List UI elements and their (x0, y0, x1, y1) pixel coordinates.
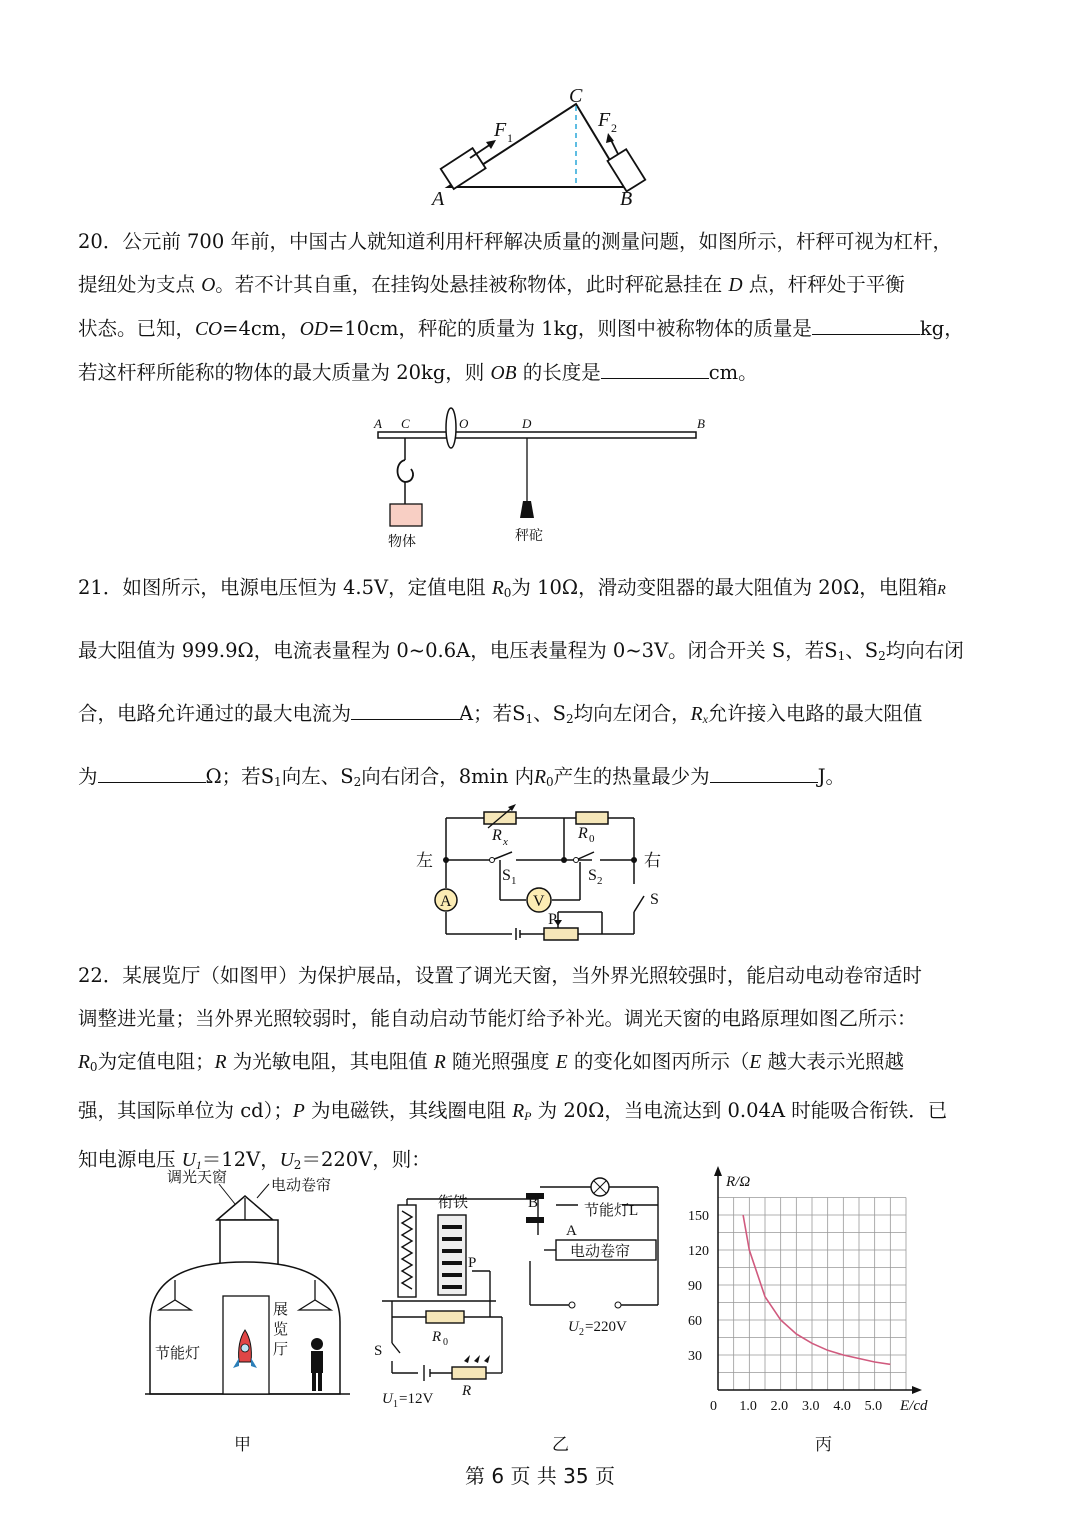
svg-text:R: R (492, 827, 502, 844)
label-D: D (522, 416, 532, 431)
x-tick-label: 0 (710, 1399, 717, 1414)
skylight-label: 调光天窗 (167, 1170, 228, 1186)
q20-text: 。若不计其自重，在挂钩处悬挂被称物体，此时秤砣悬挂在 (215, 273, 729, 296)
answer-blank[interactable] (601, 360, 709, 379)
svg-text:R: R (432, 1329, 442, 1345)
switch-S: S (374, 1343, 383, 1359)
q21-text: 、 (533, 702, 553, 725)
q22-var: P (292, 1101, 305, 1122)
y-axis-label: R/Ω (726, 1174, 751, 1190)
q22-text: 为 20Ω，当电流达到 0.04A 时能吸合衔铁．已 (531, 1099, 948, 1122)
svg-text:2: 2 (597, 875, 603, 887)
answer-blank[interactable] (812, 316, 920, 335)
q20-line-1 (78, 220, 1008, 263)
question-20 (78, 220, 1008, 395)
exhibition-hall-figure (145, 1162, 370, 1424)
svg-text:U: U (382, 1391, 393, 1407)
q20-text: =10cm，秤砣的质量为 1kg，则图中被称物体的质量是 (327, 317, 812, 340)
q21-line-3: 合，电路允许通过的最大电流为 A；若$S_1$、$S_2$均向左闭合，$R_x$允许接入电路的最大阻值 (78, 702, 923, 726)
q22-line-5: 知电源电压 $U_1=12V$，$U_2=220V$，则： (78, 1148, 431, 1172)
q21-text: 向右闭合，8min 内 (361, 765, 535, 788)
steelyard-figure (368, 402, 718, 552)
q20-var: CO (195, 319, 223, 340)
q22-text: 为光敏电阻，其电阻值 (226, 1050, 434, 1073)
voltmeter-label: V (533, 893, 545, 910)
q21-text: 均向右闭 (885, 639, 964, 662)
q21-number: 21． (78, 576, 123, 599)
q21-text: 为 (78, 765, 98, 788)
q21-text: 产生的热量最少为 (553, 765, 710, 788)
x-tick-label: 3.0 (802, 1399, 820, 1414)
svg-text:S: S (588, 867, 597, 884)
q20-text: 的长度是 (516, 361, 601, 384)
svg-text:R: R (578, 825, 588, 842)
q21-text: 允许接入电路的最大阻值 (707, 702, 923, 725)
q20-var: OD (299, 319, 328, 340)
circuit-figure (412, 800, 672, 948)
curtain-box-label: 电动卷帘 (570, 1244, 631, 1260)
label-B: B (620, 188, 633, 210)
q20-text: =4cm， (222, 317, 300, 340)
svg-text:0: 0 (443, 1337, 448, 1348)
q22-line-4: 强，其国际单位为 cd）；P 为电磁铁，其线圈电阻 $R_P$ 为 20Ω，当电流达到 0.04A 时能吸合衔铁．已 (78, 1099, 948, 1123)
caption-bing: 丙 (815, 1435, 832, 1455)
q22-text: ＝220V，则： (301, 1148, 431, 1171)
contact-B: B (528, 1195, 539, 1211)
q22-text: ＝12V， (201, 1148, 280, 1171)
q21-line-4: 为 Ω；若$S_1$向左、$S_2$向右闭合，8min 内$R_0$产生的热量最少为 J。 (78, 765, 846, 789)
svg-text:S: S (502, 867, 511, 884)
q21-var: R (937, 583, 946, 598)
incline-figure (430, 80, 660, 215)
x-tick-label: 4.0 (833, 1399, 851, 1414)
q20-var: OB (490, 363, 517, 384)
q21-text: Ω；若 (205, 765, 261, 788)
q20-text: 公元前 700 年前，中国古人就知道利用杆秤解决质量的测量问题，如图所示，杆秤可视为杠杆， (122, 230, 952, 253)
q22-line-3: $R_0$为定值电阻；R 为光敏电阻，其电阻值 R 随光照强度 E 的变化如图丙所示（E 越大表示光照越 (78, 1050, 904, 1074)
lamp-label: 节能灯 (155, 1346, 201, 1362)
label-C: C (569, 85, 583, 107)
q22-line-2 (78, 997, 1008, 1040)
q21-text: 、 (845, 639, 865, 662)
answer-blank[interactable] (98, 764, 206, 783)
q22-var: E (555, 1052, 568, 1073)
label-F2: F (598, 109, 611, 131)
q20-line-2 (78, 263, 1008, 307)
q21-text: 合，电路允许通过的最大电流为 (78, 702, 352, 725)
page-footer: 第 6 页 共 35 页 (465, 1464, 615, 1488)
u2-value: =220V (585, 1319, 627, 1335)
answer-blank[interactable] (710, 764, 818, 783)
question-22 (78, 954, 1008, 1187)
svg-text:x: x (503, 836, 508, 848)
q22-var: R (214, 1052, 227, 1073)
q22-var: E (749, 1052, 762, 1073)
weight-label: 秤砣 (515, 529, 543, 544)
q20-text: 状态。已知， (78, 317, 196, 340)
q20-text: 提纽处为支点 (78, 273, 202, 296)
q22-text: 某展览厅（如图甲）为保护展品，设置了调光天窗，当外界光照较强时，能启动电动卷帘适时 (122, 964, 922, 987)
q20-text: 点，杆秤处于平衡 (742, 273, 905, 296)
object-label: 物体 (388, 535, 416, 550)
q21-text: J。 (817, 765, 846, 788)
y-tick-label: 120 (688, 1244, 709, 1259)
q21-text: 为 10Ω，滑动变阻器的最大阻值为 20Ω，电阻箱 (511, 576, 938, 599)
q21-text: 最大阻值为 999.9Ω，电流表量程为 0~0.6A，电压表量程为 0~3V。闭合开关 S，若 (78, 639, 825, 662)
q22-text: 调整进光量；当外界光照较弱时，能自动启动节能灯给予补光。调光天窗的电路原理如图乙所示： (78, 1007, 917, 1030)
magnet-P: P (468, 1255, 477, 1271)
answer-blank[interactable] (351, 701, 459, 720)
caption-jia: 甲 (234, 1435, 251, 1455)
x-tick-label: 1.0 (739, 1399, 757, 1414)
q21-line-1: 21．如图所示，电源电压恒为 4.5V，定值电阻 $R_0$为 10Ω，滑动变阻器的最大阻值为 20Ω，电阻箱R (78, 576, 946, 600)
curtain-label: 电动卷帘 (271, 1178, 332, 1194)
svg-text:0: 0 (589, 833, 595, 845)
label-C: C (401, 416, 410, 431)
q22-text: 的变化如图丙所示（ (567, 1050, 750, 1073)
contact-A: A (566, 1223, 577, 1239)
label-A: A (374, 416, 382, 431)
q20-line-3 (78, 307, 1008, 351)
q22-text: 为定值电阻； (97, 1050, 215, 1073)
y-tick-label: 30 (688, 1349, 702, 1364)
q20-number: 20． (78, 230, 123, 253)
q20-text: 若这杆秤所能称的物体的最大质量为 20kg，则 (78, 361, 491, 384)
caption-yi: 乙 (552, 1435, 569, 1455)
q21-line-2: 最大阻值为 999.9Ω，电流表量程为 0~0.6A，电压表量程为 0~3V。闭合开关 S，若$S_1$、$S_2$均向右闭 (78, 639, 964, 663)
x-tick-label: 5.0 (864, 1399, 883, 1414)
svg-text:1: 1 (511, 875, 517, 887)
y-tick-label: 90 (688, 1279, 702, 1294)
photoresistor-R: R (462, 1383, 472, 1399)
q22-line-1 (78, 954, 1008, 997)
label-F1-sub: 1 (507, 131, 513, 145)
svg-text:U: U (568, 1319, 579, 1335)
q22-var: R (433, 1052, 446, 1073)
svg-text:2: 2 (579, 1327, 584, 1338)
label-O: O (459, 416, 469, 431)
q21-text: 均向左闭合， (573, 702, 691, 725)
q21-text: 向左、 (281, 765, 341, 788)
label-F2-sub: 2 (611, 121, 617, 135)
hall-char-1: 展 (273, 1302, 289, 1318)
q20-var: O (201, 275, 216, 296)
y-tick-label: 150 (688, 1209, 709, 1224)
armature-label: 衔铁 (438, 1195, 469, 1211)
label-F1: F (494, 119, 507, 141)
slider-label: P (548, 911, 557, 928)
x-axis-label: E/cd (900, 1398, 928, 1414)
q22-text: 为电磁铁，其线圈电阻 (304, 1099, 513, 1122)
left-label: 左 (416, 851, 433, 870)
q22-text: 知电源电压 (78, 1148, 182, 1171)
right-label: 右 (644, 851, 661, 870)
x-tick-label: 2.0 (770, 1399, 789, 1414)
u1-value: =12V (399, 1391, 434, 1407)
q20-text: kg， (919, 317, 964, 340)
q20-text: cm。 (708, 361, 758, 384)
label-B: B (697, 416, 705, 431)
q22-number: 22． (78, 964, 123, 987)
y-tick-label: 60 (688, 1314, 702, 1329)
q20-line-4 (78, 351, 1008, 395)
hall-char-2: 览 (273, 1322, 289, 1338)
question-21 (78, 559, 1008, 811)
switch-label: S (650, 891, 659, 908)
label-A: A (432, 188, 445, 210)
q22-text: 强，其国际单位为 cd）； (78, 1099, 293, 1122)
hall-char-3: 厅 (273, 1342, 289, 1358)
q20-var: D (728, 275, 743, 296)
control-circuit-figure (372, 1175, 672, 1415)
q22-text: 越大表示光照越 (761, 1050, 904, 1073)
q22-text: 随光照强度 (445, 1050, 556, 1073)
svg-text:1: 1 (393, 1399, 398, 1410)
resistance-graph (680, 1162, 940, 1424)
ammeter-label: A (440, 893, 452, 910)
q21-text: A；若 (459, 702, 513, 725)
lamp-l-label: 节能灯L (584, 1203, 639, 1219)
q21-text: 如图所示，电源电压恒为 4.5V，定值电阻 (122, 576, 492, 599)
